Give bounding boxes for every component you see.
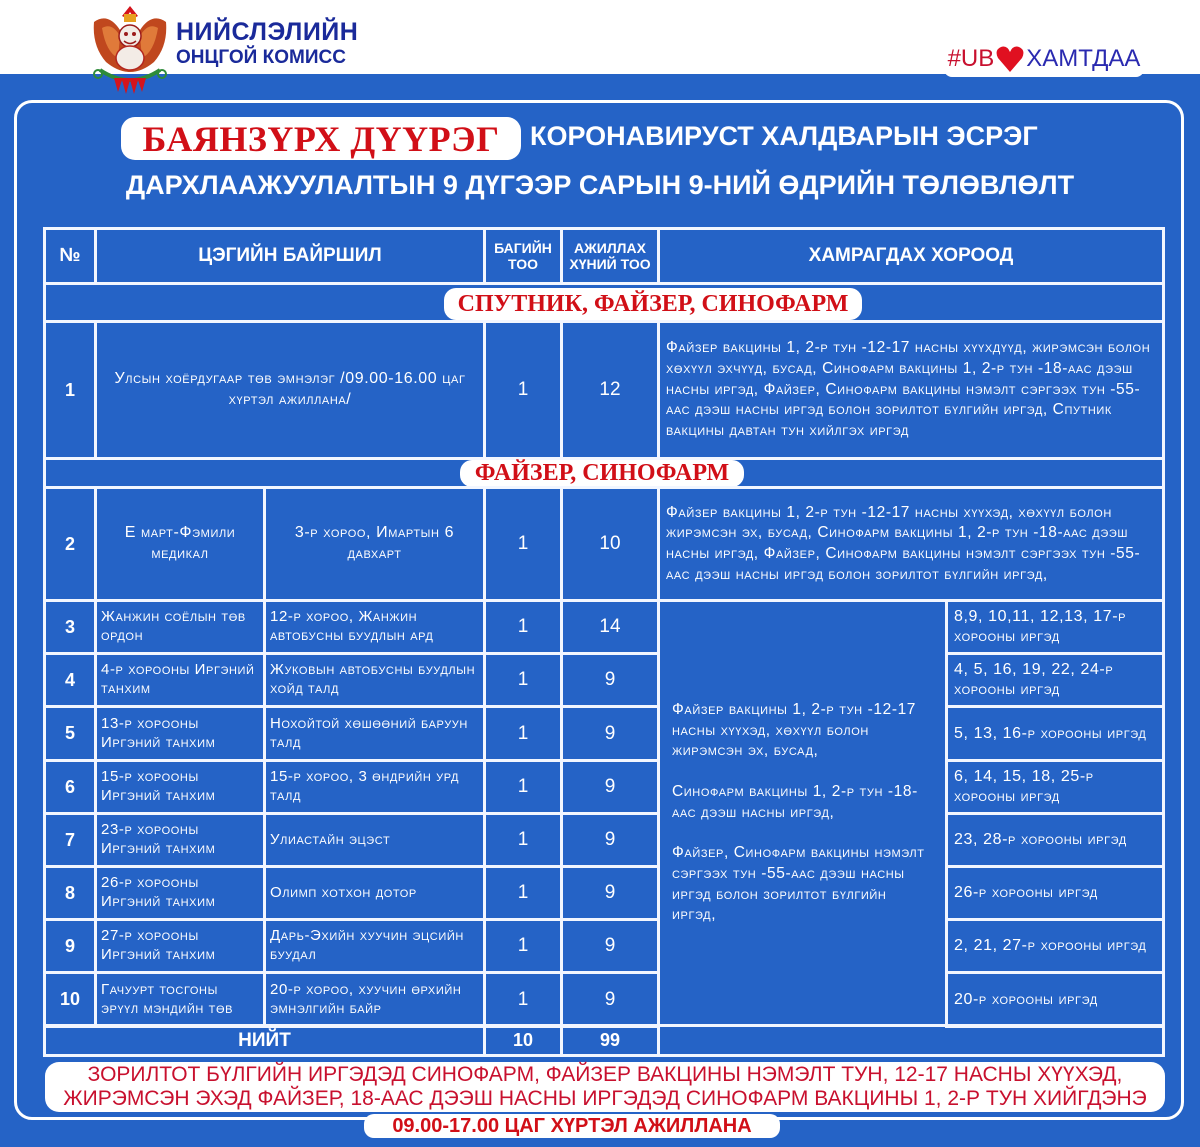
row-teams: 1 — [483, 652, 563, 708]
row-khoroo: 26-р хорооны иргэд — [945, 865, 1165, 921]
row-khoroo: 6, 14, 15, 18, 25-р хорооны иргэд — [945, 759, 1165, 815]
shared-coverage — [657, 599, 948, 1027]
row-site: 15-р хорооны Иргэний танхим — [94, 759, 266, 815]
row-address: Улиастайн эцэст — [263, 812, 486, 868]
row-people: 9 — [560, 652, 660, 708]
row-khoroo: 2, 21, 27-р хорооны иргэд — [945, 918, 1165, 974]
row2-coverage: Файзер вакцины 1, 2-р тун -12-17 насны хүүхэд, хөхүүл болон жирэмсэн эх, бусад, Синофарм вакцины 1, 2-р тун -18-аас дээш насны иргэд, Файзер, Синофарм вакцины нэмэлт сэргээх тун -55-аас дээш насны иргэд болон зорилтот бүлгийн иргэд, — [657, 486, 1165, 602]
row-people: 14 — [560, 599, 660, 655]
total-label: НИЙТ — [43, 1024, 486, 1057]
row1-no: 1 — [43, 320, 97, 460]
org-name-line1: НИЙСЛЭЛИЙН — [176, 18, 359, 46]
row1-location: Улсын хоёрдугаар төв эмнэлэг /09.00-16.00 цаг хүртэл ажиллана/ — [94, 320, 486, 460]
row-site: 13-р хорооны Иргэний танхим — [94, 705, 266, 762]
shared-coverage-p1: Файзер вакцины 1, 2-р тун -12-17 насны хүүхэд, хөхүүл болон жирэмсэн эх, бусад, — [672, 701, 917, 760]
row-people: 9 — [560, 759, 660, 815]
total-teams: 10 — [483, 1024, 563, 1057]
footer-line2: ЖИРЭМСЭН ЭХЭД ФАЙЗЕР, 18-ААС ДЭЭШ НАСНЫ ИРГЭДЭД СИНОФАРМ ВАКЦИНЫ 1, 2-Р ТУН ХИЙГДЭНЭ — [63, 1087, 1147, 1110]
total-coverage-empty — [657, 1024, 1165, 1057]
shared-coverage-p2: Синофарм вакцины 1, 2-р тун -18-аас дээш насны иргэд, — [672, 783, 918, 821]
row-address: Жуковын автобусны буудлын хойд талд — [263, 652, 486, 708]
row2-site: Е март-Фэмили медикал — [94, 486, 266, 602]
footer-line1: ЗОРИЛТОТ БҮЛГИЙН ИРГЭДЭД СИНОФАРМ, ФАЙЗЕР ВАКЦИНЫ НЭМЭЛТ ТУН, 12-17 НАСНЫ ХҮҮХЭД, — [87, 1063, 1123, 1086]
row-teams: 1 — [483, 759, 563, 815]
row-site: 26-р хорооны Иргэний танхим — [94, 865, 266, 921]
district-title: БАЯНЗҮРХ ДҮҮРЭГ — [121, 117, 521, 160]
row-khoroo: 5, 13, 16-р хорооны иргэд — [945, 705, 1165, 762]
row-address: 20-р хороо, хуучин өрхийн эмнэлгийн байр — [263, 971, 486, 1028]
row-no: 4 — [43, 652, 97, 708]
emblem-icon — [88, 2, 172, 98]
row-site: Гачуурт тосгоны эрүүл мэндийн төв — [94, 971, 266, 1028]
row-people: 9 — [560, 865, 660, 921]
row-teams: 1 — [483, 705, 563, 762]
row-no: 9 — [43, 918, 97, 974]
row-address: Дарь-Эхийн хуучин эцсийн буудал — [263, 918, 486, 974]
row-site: 4-р хорооны Иргэний танхим — [94, 652, 266, 708]
footer-hours: 09.00-17.00 ЦАГ ХҮРТЭЛ АЖИЛЛАНА — [364, 1114, 780, 1138]
row-no: 10 — [43, 971, 97, 1028]
hashtag-suffix: ХАМТДАА — [1026, 45, 1141, 72]
row-khoroo: 8,9, 10,11, 12,13, 17-р хорооны иргэд — [945, 599, 1165, 655]
title-line2: ДАРХЛААЖУУЛАЛТЫН 9 ДҮГЭЭР САРЫН 9-НИЙ ӨДРИЙН ТӨЛӨВЛӨЛТ — [125, 170, 1075, 200]
title-line1: КОРОНАВИРУСТ ХАЛДВАРЫН ЭСРЭГ — [530, 121, 1038, 151]
row2-teams: 1 — [483, 486, 563, 602]
row-teams: 1 — [483, 971, 563, 1028]
row-site: 23-р хорооны Иргэний танхим — [94, 812, 266, 868]
row-teams: 1 — [483, 812, 563, 868]
hashtag-badge — [944, 41, 1144, 77]
row1-coverage: Файзер вакцины 1, 2-р тун -12-17 насны хүүхдүүд, жирэмсэн болон хөхүүл эхчүүд, бусад, Синофарм вакцины 1, 2-р тун -18-аас дээш насны иргэд, Файзер, Синофарм вакцины нэмэлт сэргээх тун -55-аас дээш насны иргэд болон зорилтот бүлгийн иргэд, Спутник вакцины давтан тун хийлгэх иргэд — [657, 320, 1165, 460]
row-people: 9 — [560, 971, 660, 1028]
organization-name — [176, 20, 358, 67]
row-teams: 1 — [483, 599, 563, 655]
row-address: 12-р хороо, Жанжин автобусны буудлын ард — [263, 599, 486, 655]
row2-address: 3-р хороо, Имартын 6 давхарт — [263, 486, 486, 602]
row-address: 15-р хороо, 3 өндрийн урд талд — [263, 759, 486, 815]
vaccine-band-2-label: ФАЙЗЕР, СИНОФАРМ — [460, 460, 744, 487]
org-name-line2: ОНЦГОЙ КОМИСС — [176, 47, 346, 68]
row-people: 9 — [560, 705, 660, 762]
header-teams: БАГИЙН ТОО — [483, 227, 563, 285]
row-address: Олимп хотхон дотор — [263, 865, 486, 921]
row-teams: 1 — [483, 865, 563, 921]
hashtag-prefix: #UB — [947, 45, 995, 72]
row-site: Жанжин соёлын төв ордон — [94, 599, 266, 655]
header-coverage: ХАМРАГДАХ ХОРООД — [657, 227, 1165, 285]
row1-people: 12 — [560, 320, 660, 460]
row-no: 8 — [43, 865, 97, 921]
row1-teams: 1 — [483, 320, 563, 460]
row-address: Нохойтой хөшөөний баруун талд — [263, 705, 486, 762]
row2-people: 10 — [560, 486, 660, 602]
shared-coverage-p3: Файзер, Синофарм вакцины нэмэлт сэргээх тун -55-аас дээш насны иргэд болон зорилтот бүлгийн иргэд, — [672, 844, 925, 924]
row-teams: 1 — [483, 918, 563, 974]
row-no: 5 — [43, 705, 97, 762]
row-no: 3 — [43, 599, 97, 655]
vaccine-band-1-label: СПУТНИК, ФАЙЗЕР, СИНОФАРМ — [444, 288, 862, 320]
header-location: ЦЭГИЙН БАЙРШИЛ — [94, 227, 486, 285]
row-khoroo: 20-р хорооны иргэд — [945, 971, 1165, 1028]
row-khoroo: 4, 5, 16, 19, 22, 24-р хорооны иргэд — [945, 652, 1165, 708]
footer-note — [45, 1062, 1165, 1112]
row-site: 27-р хорооны Иргэний танхим — [94, 918, 266, 974]
heart-icon — [995, 44, 1025, 74]
row2-no: 2 — [43, 486, 97, 602]
row-no: 7 — [43, 812, 97, 868]
header-people: АЖИЛЛАХ ХҮНИЙ ТОО — [560, 227, 660, 285]
header-no: № — [43, 227, 97, 285]
row-no: 6 — [43, 759, 97, 815]
total-people: 99 — [560, 1024, 660, 1057]
row-people: 9 — [560, 812, 660, 868]
row-people: 9 — [560, 918, 660, 974]
row-khoroo: 23, 28-р хорооны иргэд — [945, 812, 1165, 868]
